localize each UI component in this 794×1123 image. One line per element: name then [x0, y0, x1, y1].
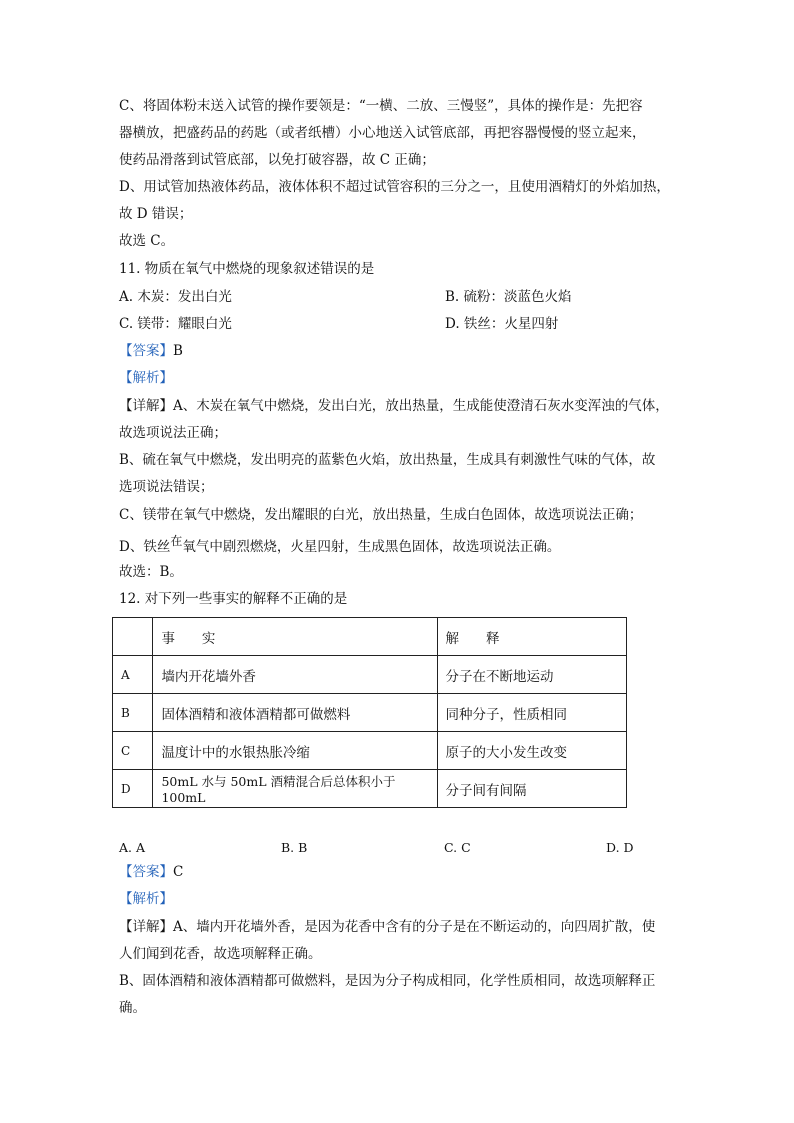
q11-detail-b1: B、硫在氧气中燃烧，发出明亮的蓝紫色火焰，放出热量，生成具有刺激性气味的气体，故 — [119, 452, 656, 468]
row-fact: 固体酒精和液体酒精都可做燃料 — [153, 694, 437, 732]
q11-detail-a2: 故选项说法正确； — [119, 425, 227, 441]
q11-analysis-label: 【解析】 — [119, 370, 173, 386]
row-explanation: 分子在不断地运动 — [437, 656, 626, 694]
table-row — [113, 656, 627, 694]
q10-d-line1: D、用试管加热液体药品，液体体积不超过试管容积的三分之一，且使用酒精灯的外焰加热， — [119, 179, 670, 195]
row-label: C — [113, 732, 153, 770]
q11-detail-a1 — [119, 397, 669, 415]
q10-c-line3: 使药品滑落到试管底部，以免打破容器，故 C 正确； — [119, 152, 435, 168]
q12-option-c: C. C — [444, 840, 471, 855]
q11-option-c: C. 镁带：耀眼白光 — [119, 316, 232, 332]
q11-answer — [119, 342, 183, 360]
table-header-fact: 事 实 — [153, 618, 437, 656]
q11-detail-d-post: 氧气中剧烈燃烧，火星四射，生成黑色固体，故选项说法正确。 — [182, 539, 561, 555]
q12-option-a: A. A — [119, 840, 146, 855]
row-explanation: 原子的大小发生改变 — [437, 732, 626, 770]
q11-conclusion: 故选：B。 — [119, 564, 183, 580]
table-row — [113, 732, 627, 770]
q11-detail-d-pre: D、铁丝 — [119, 539, 171, 555]
table-header-cell — [113, 618, 153, 656]
row-label: D — [113, 770, 153, 808]
q12-detail-a2: 人们闻到花香，故选项解释正确。 — [119, 946, 322, 962]
facts-table — [112, 617, 627, 808]
q12-detail-b1: B、固体酒精和液体酒精都可做燃料，是因为分子构成相同，化学性质相同，故选项解释正 — [119, 973, 656, 989]
q10-d-line2: 故 D 错误； — [119, 206, 193, 222]
table-header-explanation: 解 释 — [437, 618, 626, 656]
q12-answer-tag: 【答案】 — [119, 864, 173, 880]
q12-analysis-tag — [119, 890, 173, 908]
table-row — [113, 770, 627, 808]
q11-answer-value: B — [173, 343, 183, 359]
q12-answer-value: C — [173, 864, 184, 880]
q12-option-d: D. D — [606, 840, 634, 855]
q11-stem: 11. 物质在氧气中燃烧的现象叙述错误的是 — [119, 261, 375, 277]
q11-detail-c: C、镁带在氧气中燃烧，发出耀眼的白光，放出热量，生成白色固体，故选项说法正确； — [119, 507, 643, 523]
q11-option-d: D. 铁丝：火星四射 — [445, 316, 559, 332]
q11-detail-d-sup: 在 — [170, 534, 183, 548]
table-row — [113, 694, 627, 732]
q12-answer — [119, 863, 183, 881]
row-fact: 50mL 水与 50mL 酒精混合后总体积小于 100mL — [153, 770, 437, 808]
q12-stem: 12. 对下列一些事实的解释不正确的是 — [119, 591, 348, 607]
q12-detail-tag: 【详解】 — [119, 919, 173, 935]
q11-answer-tag: 【答案】 — [119, 343, 173, 359]
q11-detail-b2: 选项说法错误； — [119, 479, 214, 495]
q11-detail-a1-text: A、木炭在氧气中燃烧，发出白光，放出热量，生成能使澄清石灰水变浑浊的气体， — [173, 398, 669, 414]
q10-conclusion: 故选 C。 — [119, 233, 175, 249]
q10-c-line2: 器横放，把盛药品的药匙（或者纸槽）小心地送入试管底部，再把容器慢慢的竖立起来， — [119, 125, 646, 141]
q12-detail-a1-text: A、墙内开花墙外香，是因为花香中含有的分子是在不断运动的，向四周扩散，使 — [173, 919, 656, 935]
q11-option-b: B. 硫粉：淡蓝色火焰 — [445, 289, 572, 305]
q10-c-line1: C、将固体粉末送入试管的操作要领是：“一横、二放、三慢竖”，具体的操作是：先把容 — [119, 98, 643, 114]
q12-analysis-label: 【解析】 — [119, 891, 173, 907]
row-fact: 温度计中的水银热胀冷缩 — [153, 732, 437, 770]
q12-option-b: B. B — [281, 840, 308, 855]
q12-detail-a1 — [119, 918, 655, 936]
row-label: A — [113, 656, 153, 694]
q11-detail-tag: 【详解】 — [119, 398, 173, 414]
table-header-row — [113, 618, 627, 656]
q12-detail-b2: 确。 — [119, 1000, 146, 1016]
q11-detail-d — [119, 534, 561, 556]
q11-analysis-tag — [119, 369, 173, 387]
q11-option-a: A. 木炭：发出白光 — [119, 289, 232, 305]
row-fact: 墙内开花墙外香 — [153, 656, 437, 694]
row-explanation: 分子间有间隔 — [437, 770, 626, 808]
row-label: B — [113, 694, 153, 732]
row-explanation: 同种分子，性质相同 — [437, 694, 626, 732]
